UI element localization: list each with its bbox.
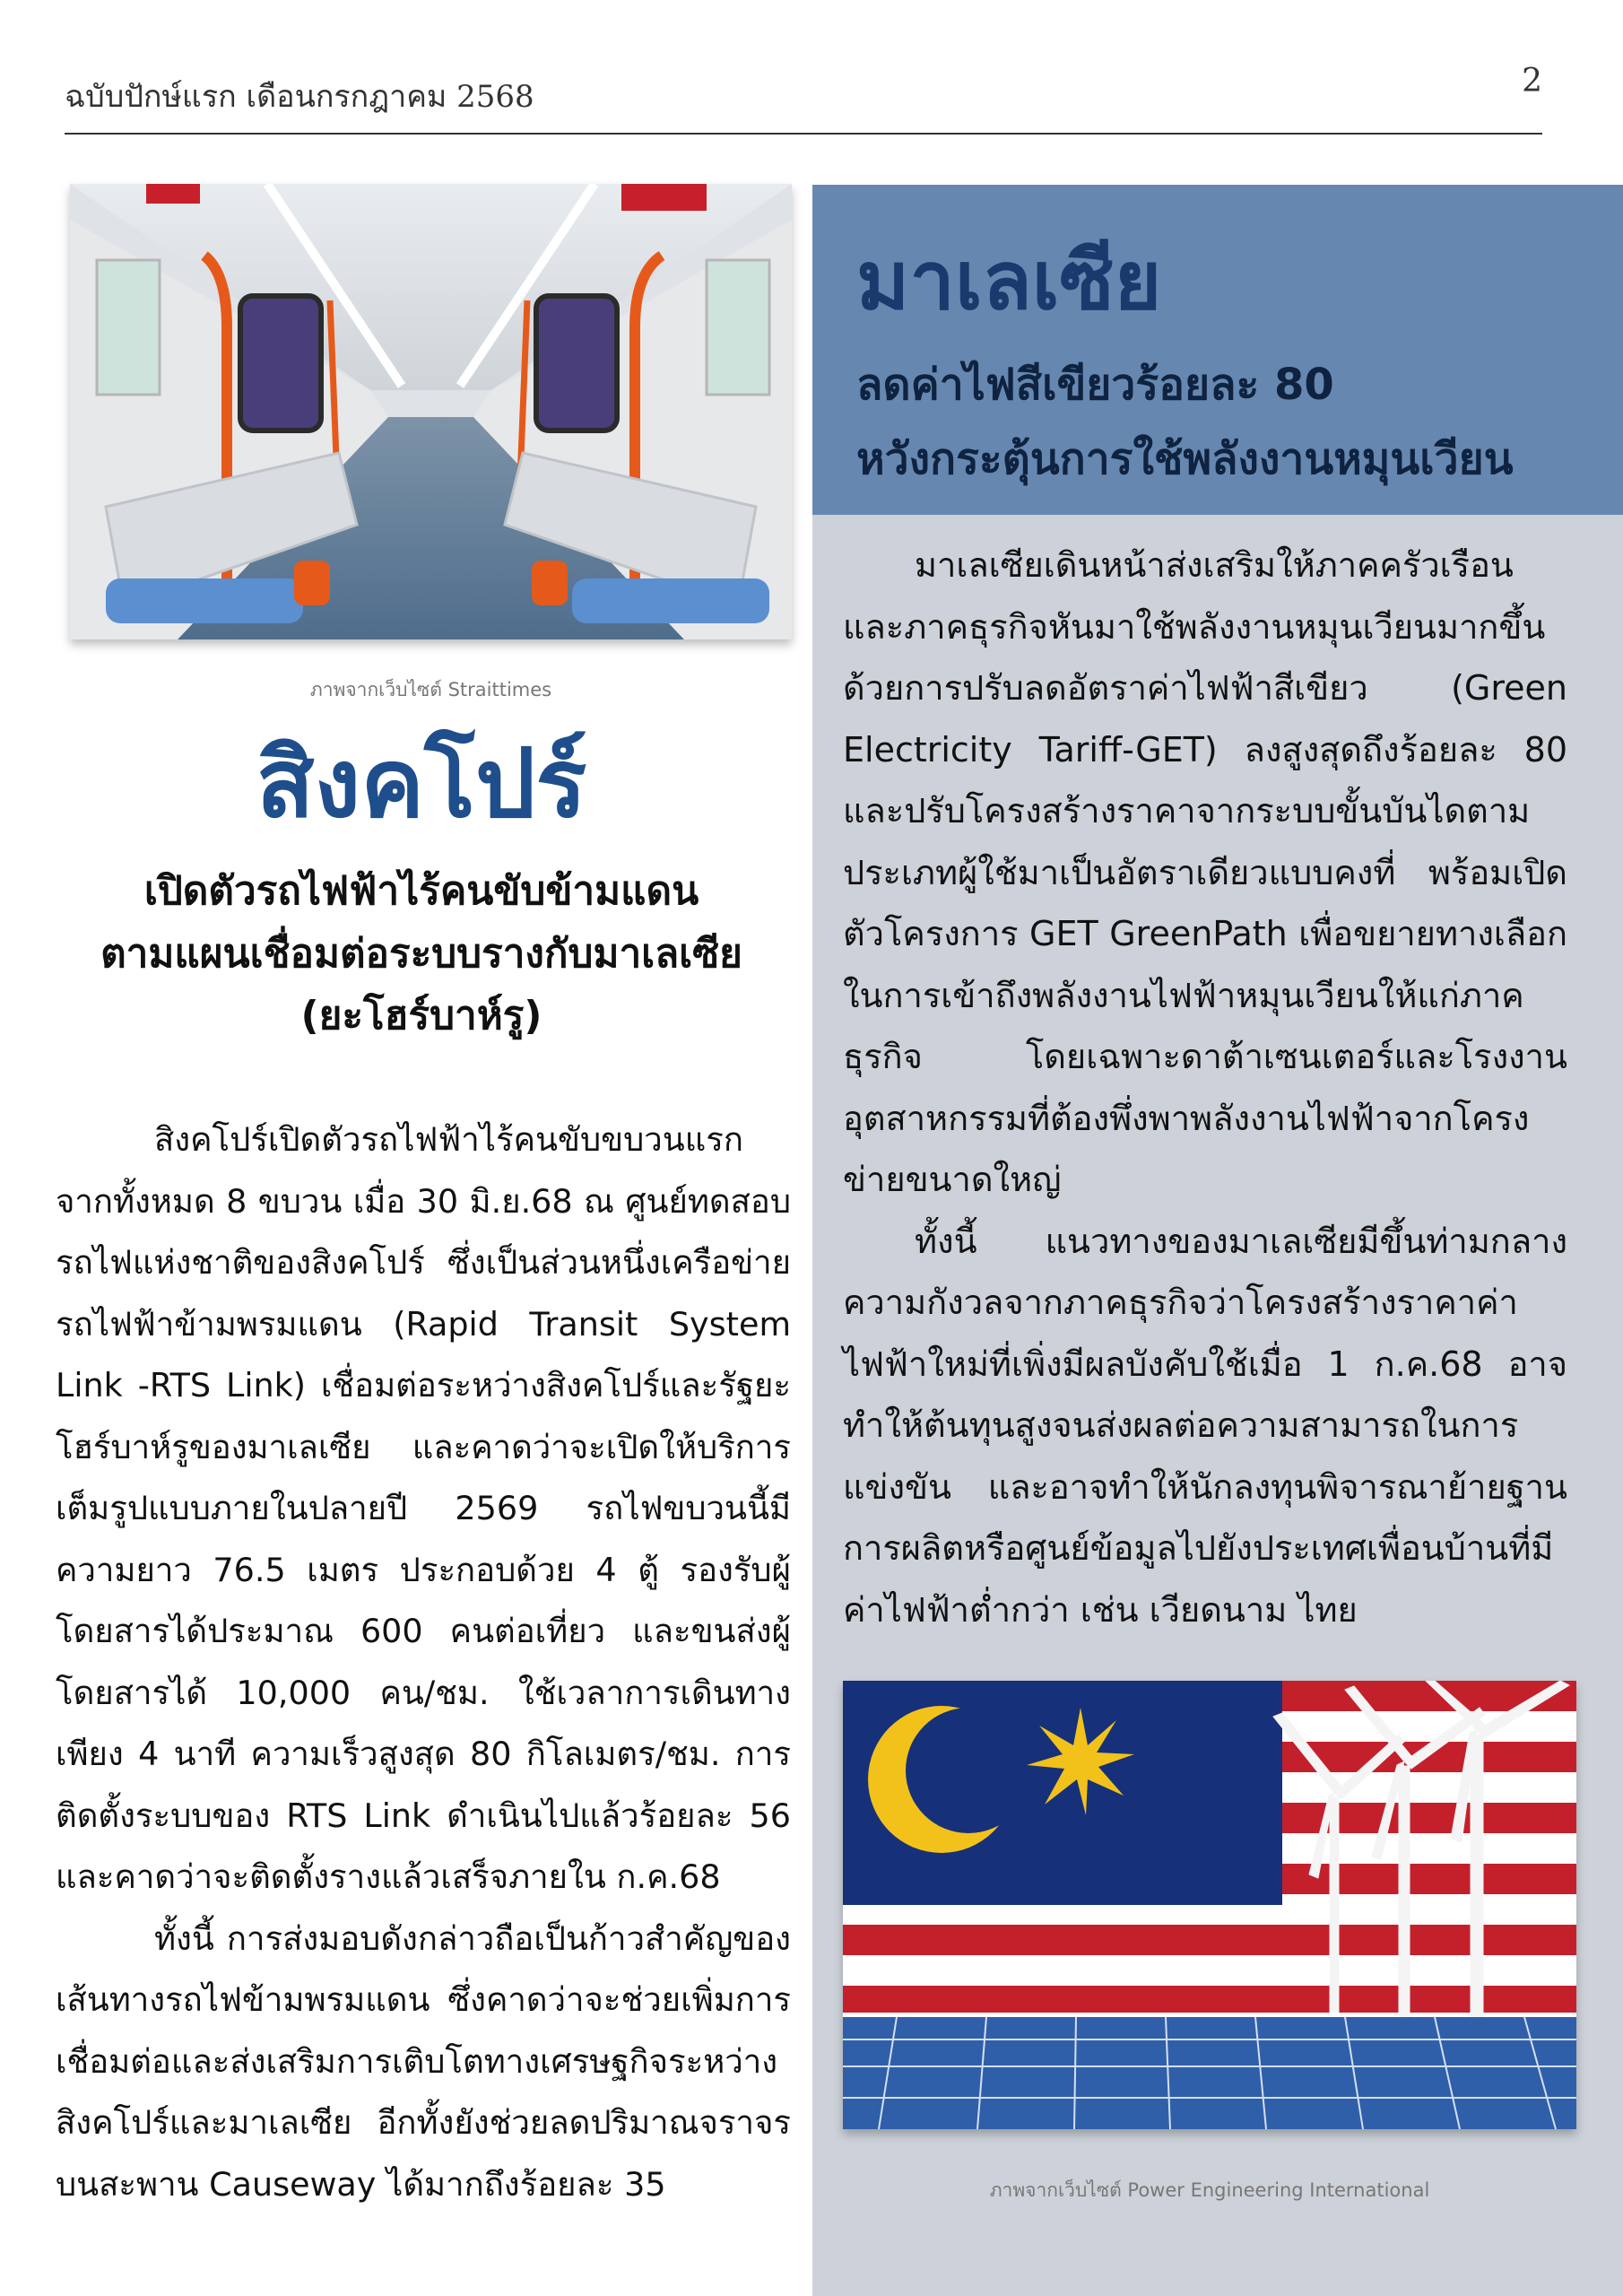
malaysia-title: มาเลเซีย xyxy=(856,234,1162,328)
page-number: 2 xyxy=(1522,63,1542,100)
singapore-paragraph: ทั้งนี้ การส่งมอบดังกล่าวถือเป็นก้าวสำคัญของเส้นทางรถไฟข้ามพรมแดน ซึ่งคาดว่าจะช่วยเพิ่มการเชื่อมต่อและส่งเสริมการเติบโตทางเศรษฐกิจระหว่างสิงคโปร์และมาเลเซีย อีกทั้งยังช่วยลดปริมาณจราจรบนสะพาน Causeway ได้มากถึงร้อยละ 35 xyxy=(56,1918,791,2204)
page-header xyxy=(65,63,1542,135)
malaysia-flag-wind-photo xyxy=(843,1681,1576,2129)
singapore-body xyxy=(56,1109,791,2215)
flag-photo-caption: ภาพจากเว็บไซต์ Power Engineering International xyxy=(989,2179,1430,2201)
singapore-title: สิงคโปร์ xyxy=(256,728,587,839)
singapore-subtitle xyxy=(45,860,798,1048)
train-interior-photo xyxy=(70,184,792,639)
singapore-paragraph: สิงคโปร์เปิดตัวรถไฟฟ้าไร้คนขับขบวนแรกจากทั้งหมด 8 ขบวน เมื่อ 30 มิ.ย.68 ณ ศูนย์ทดสอบรถไฟแห่งชาติของสิงคโปร์ ซึ่งเป็นส่วนหนึ่งเครือข่ายรถไฟฟ้าข้ามพรมแดน (Rapid Transit System Link -RTS Link) เชื่อมต่อระหว่างสิงคโปร์และรัฐยะโฮร์บาห์รูของมาเลเซีย และคาดว่าจะเปิดให้บริการเต็มรูปแบบภายในปลายปี 2569 รถไฟขบวนนี้มีความยาว 76.5 เมตร ประกอบด้วย 4 ตู้ รองรับผู้โดยสารได้ประมาณ 600 คนต่อเที่ยว และขนส่งผู้โดยสารได้ 10,000 คน/ชม. ใช้เวลาการเดินทางเพียง 4 นาที ความเร็วสูงสุด 80 กิโลเมตร/ชม. การติดตั้งระบบของ RTS Link ดำเนินไปแล้วร้อยละ 56 และคาดว่าจะติดตั้งรางแล้วเสร็จภายใน ก.ค.68 xyxy=(56,1120,791,1896)
malaysia-subtitle xyxy=(856,348,1592,497)
singapore-subtitle-line: ตามแผนเชื่อมต่อระบบรางกับมาเลเซีย xyxy=(100,930,742,977)
malaysia-body xyxy=(843,535,1567,1640)
issue-label: ฉบับปักษ์แรก เดือนกรกฎาคม 2568 xyxy=(65,79,534,115)
singapore-subtitle-line: เปิดตัวรถไฟฟ้าไร้คนขับข้ามแดน xyxy=(143,868,699,914)
header-divider xyxy=(65,133,1542,135)
malaysia-subtitle-line: ลดค่าไฟสีเขียวร้อยละ 80 xyxy=(856,360,1334,410)
malaysia-paragraph: มาเลเซียเดินหน้าส่งเสริมให้ภาคครัวเรือนและภาคธุรกิจหันมาใช้พลังงานหมุนเวียนมากขึ้นด้วยการปรับลดอัตราค่าไฟฟ้าสีเขียว (Green Electricity Tariff-GET) ลงสูงสุดถึงร้อยละ 80 และปรับโครงสร้างราคาจากระบบขั้นบันไดตามประเภทผู้ใช้มาเป็นอัตราเดียวแบบคงที่ พร้อมเปิดตัวโครงการ GET GreenPath เพื่อขยายทางเลือกในการเข้าถึงพลังงานไฟฟ้าหมุนเวียนให้แก่ภาคธุรกิจ โดยเฉพาะดาต้าเซนเตอร์และโรงงานอุตสาหกรรมที่ต้องพึ่งพาพลังงานไฟฟ้าจากโครงข่ายขนาดใหญ่ xyxy=(843,545,1567,1199)
malaysia-paragraph: ทั้งนี้ แนวทางของมาเลเซียมีขึ้นท่ามกลางความกังวลจากภาคธุรกิจว่าโครงสร้างราคาค่าไฟฟ้าใหม่ที่เพิ่งมีผลบังคับใช้เมื่อ 1 ก.ค.68 อาจทำให้ต้นทุนสูงจนส่งผลต่อความสามารถในการแข่งขัน และอาจทำให้นักลงทุนพิจารณาย้ายฐานการผลิตหรือศูนย์ข้อมูลไปยังประเทศเพื่อนบ้านที่มีค่าไฟฟ้าต่ำกว่า เช่น เวียดนาม ไทย xyxy=(843,1221,1567,1630)
singapore-subtitle-line: (ยะโฮร์บาห์รู) xyxy=(300,993,542,1039)
malaysia-subtitle-line: หวังกระตุ้นการใช้พลังงานหมุนเวียน xyxy=(856,434,1514,485)
train-photo-caption: ภาพจากเว็บไซต์ Straittimes xyxy=(309,679,552,700)
